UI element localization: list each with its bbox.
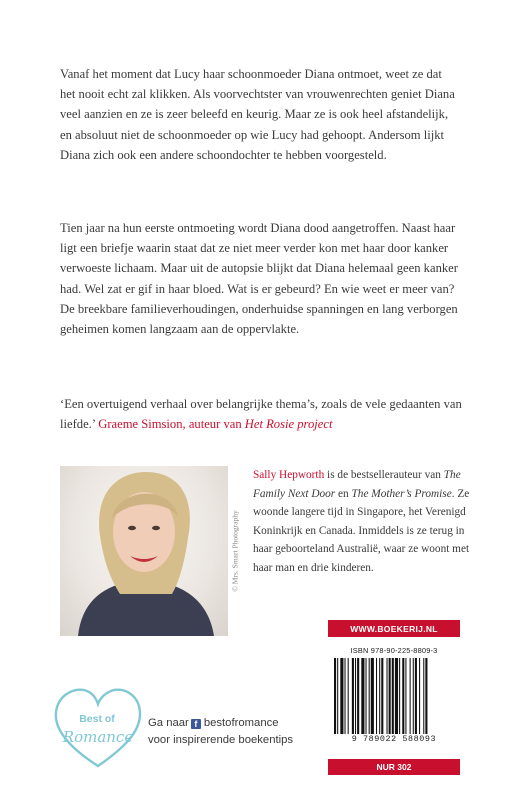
barcode-bar: [387, 658, 388, 734]
bio-book-2: The Mother’s Promise: [351, 487, 452, 500]
review-quote: [60, 394, 480, 434]
heart-logo-icon: [50, 686, 146, 770]
barcode-bar: [371, 658, 374, 734]
social-handle[interactable]: bestofromance: [203, 717, 279, 729]
best-of-romance-logo: [50, 686, 146, 770]
barcode-bar: [348, 658, 349, 734]
barcode-bar: [410, 658, 411, 734]
barcode-bar: [352, 658, 354, 734]
social-tagline: voor inspirerende boekentips: [148, 734, 294, 746]
barcode-bar: [337, 658, 338, 734]
barcode-bar: [376, 658, 377, 734]
barcode-bar: [425, 658, 427, 734]
bio-book-1: The Family Next Door: [253, 469, 461, 500]
barcode-bar: [345, 658, 346, 734]
barcode-bar: [355, 658, 356, 734]
website-bar[interactable]: WWW.BOEKERIJ.NL: [328, 620, 460, 637]
barcode-bar: [389, 658, 391, 734]
logo-text-line-1: Best of: [79, 713, 115, 725]
barcode-digits: 9 789022 588093: [351, 734, 437, 744]
nur-code-bar: NUR 302: [328, 759, 460, 775]
barcode-icon: [334, 658, 456, 734]
bio-text-1: is de bestsellerauteur van: [324, 469, 444, 481]
quote-attribution: Graeme Simsion, auteur van: [98, 417, 245, 432]
social-promo: [148, 715, 293, 749]
logo-text-line-2: Romance: [62, 728, 134, 746]
author-bio: [253, 466, 473, 578]
bio-text-3: . Ze woonde langere tijd in Singapore, het Verenigd Koninkrijk en Canada. Inmiddels is ze terug in haar geboorteland Australië, waar ze woont met haar man en drie kinderen.: [253, 487, 470, 574]
barcode-bar: [369, 658, 370, 734]
quote-text: ‘Een overtuigend verhaal over belangrijke thema’s, zoals de vele gedaanten van liefde.’: [60, 397, 462, 432]
barcode-bar: [340, 658, 343, 734]
barcode-bar: [392, 658, 394, 734]
barcode-bar: [399, 658, 400, 734]
barcode-bar: [395, 658, 398, 734]
photo-credit-text: © Mrs. Smart Photography: [230, 510, 240, 592]
barcode-bar: [415, 658, 417, 734]
barcode-panel: [328, 644, 460, 754]
barcode-bar: [419, 658, 420, 734]
author-name: Sally Hepworth: [253, 469, 325, 481]
barcode-bar: [357, 658, 359, 734]
barcode-bar: [423, 658, 424, 734]
barcode-bar: [361, 658, 364, 734]
barcode-bar: [379, 658, 380, 734]
author-portrait-illustration: [60, 466, 228, 636]
social-prefix: Ga naar: [148, 717, 189, 729]
barcode-bar: [366, 658, 367, 734]
blurb-paragraph-2: Tien jaar na hun eerste ontmoeting wordt Diana dood aangetroffen. Naast haar ligt een briefje waarin staat dat ze niet meer verder kon met haar door kanker verwoeste lichaam. Maar uit de autopsie blijkt dat Diana helemaal geen kanker had. Wel zat er gif in haar bloed. Wat is er gebeurd? En wie weet er meer van? De breekbare familieverhoudingen, onderhuidse spanningen en lang verborgen geheimen komen langzaam aan de oppervlakte.: [60, 221, 458, 337]
barcode-bar: [334, 658, 336, 734]
author-photo: [60, 466, 228, 636]
quote-book-title: Het Rosie project: [244, 417, 333, 432]
blurb-paragraph-1: Vanaf het moment dat Lucy haar schoonmoeder Diana ontmoet, weet ze dat het nooit echt zal klikken. Als voorvechtster van vrouwenrechten geniet Diana veel aanzien en ze is zeer beleefd en keurig. Maar ze is ook heel afstandelijk, en absoluut niet de schoonmoeder op wie Lucy had gehoopt. Andersom lijkt Diana zich ook een andere schoondochter te hebben voorgesteld.: [60, 67, 455, 162]
isbn-number: ISBN 978-90-225-8809-3: [350, 646, 438, 655]
barcode-bar: [402, 658, 404, 734]
facebook-icon[interactable]: f: [191, 719, 201, 729]
bio-text-2: en: [335, 487, 352, 500]
barcode-bar: [405, 658, 406, 734]
barcode-bar: [413, 658, 414, 734]
barcode-bar: [381, 658, 383, 734]
photo-credit: [228, 466, 242, 636]
